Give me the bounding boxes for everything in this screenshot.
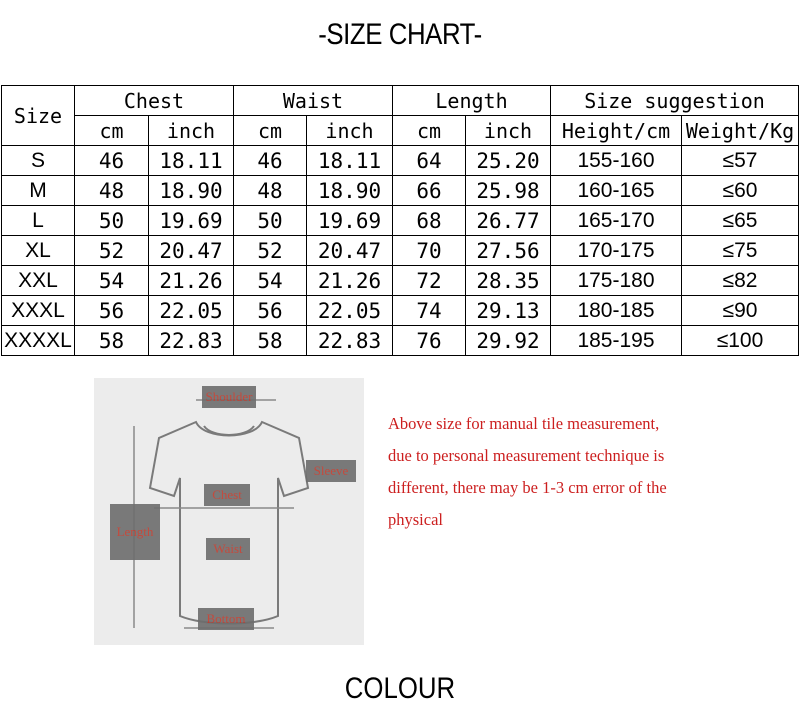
table-cell: 66 bbox=[393, 176, 466, 206]
table-cell: 21.26 bbox=[307, 266, 393, 296]
table-cell: 76 bbox=[393, 326, 466, 356]
subheader: inch bbox=[307, 116, 393, 146]
size-chart-table bbox=[1, 85, 799, 356]
table-cell: 52 bbox=[75, 236, 149, 266]
header-row-units bbox=[2, 116, 799, 146]
size-cell: XXL bbox=[2, 266, 75, 296]
size-cell: M bbox=[2, 176, 75, 206]
chest-header: Chest bbox=[75, 86, 234, 116]
table-cell: 21.26 bbox=[149, 266, 234, 296]
table-cell: 185-195 bbox=[551, 326, 682, 356]
size-cell: XL bbox=[2, 236, 75, 266]
table-cell: 58 bbox=[75, 326, 149, 356]
table-cell: 18.90 bbox=[149, 176, 234, 206]
table-cell: 22.83 bbox=[149, 326, 234, 356]
subheader: inch bbox=[466, 116, 551, 146]
table-cell: 54 bbox=[75, 266, 149, 296]
subheader: cm bbox=[75, 116, 149, 146]
size-header: Size bbox=[2, 86, 75, 146]
size-cell: S bbox=[2, 146, 75, 176]
table-cell: 52 bbox=[234, 236, 307, 266]
table-cell: 25.20 bbox=[466, 146, 551, 176]
table-cell: 175-180 bbox=[551, 266, 682, 296]
table-cell: ≤65 bbox=[682, 206, 799, 236]
table-cell: 58 bbox=[234, 326, 307, 356]
table-cell: 64 bbox=[393, 146, 466, 176]
table-cell: 20.47 bbox=[307, 236, 393, 266]
size-cell: XXXXL bbox=[2, 326, 75, 356]
note-line: due to personal measurement technique is bbox=[388, 446, 665, 465]
table-cell: 20.47 bbox=[149, 236, 234, 266]
tshirt-measurement-diagram bbox=[94, 378, 364, 645]
waist-label: Waist bbox=[206, 538, 250, 560]
table-cell: 72 bbox=[393, 266, 466, 296]
table-cell: 29.13 bbox=[466, 296, 551, 326]
length-header: Length bbox=[393, 86, 551, 116]
table-row bbox=[2, 296, 799, 326]
table-cell: 18.11 bbox=[307, 146, 393, 176]
table-cell: 165-170 bbox=[551, 206, 682, 236]
subheader: cm bbox=[393, 116, 466, 146]
table-row bbox=[2, 146, 799, 176]
table-cell: 22.05 bbox=[307, 296, 393, 326]
table-cell: 29.92 bbox=[466, 326, 551, 356]
size-cell: L bbox=[2, 206, 75, 236]
size-suggestion-header: Size suggestion bbox=[551, 86, 799, 116]
measurement-note bbox=[388, 408, 708, 536]
subheader: inch bbox=[149, 116, 234, 146]
table-row bbox=[2, 176, 799, 206]
waist-header: Waist bbox=[234, 86, 393, 116]
table-cell: 155-160 bbox=[551, 146, 682, 176]
table-cell: 56 bbox=[234, 296, 307, 326]
shoulder-label: Shoulder bbox=[202, 386, 256, 408]
colour-heading: COLOUR bbox=[344, 672, 456, 705]
subheader: Weight/Kg bbox=[682, 116, 799, 146]
chest-label: Chest bbox=[204, 484, 250, 506]
size-cell: XXXL bbox=[2, 296, 75, 326]
table-cell: 28.35 bbox=[466, 266, 551, 296]
table-cell: 19.69 bbox=[307, 206, 393, 236]
table-cell: 50 bbox=[75, 206, 149, 236]
table-cell: 22.83 bbox=[307, 326, 393, 356]
page-title: -SIZE CHART- bbox=[318, 18, 482, 51]
table-cell: 170-175 bbox=[551, 236, 682, 266]
table-row bbox=[2, 236, 799, 266]
table-cell: 74 bbox=[393, 296, 466, 326]
table-cell: 46 bbox=[234, 146, 307, 176]
table-cell: 48 bbox=[75, 176, 149, 206]
table-cell: 19.69 bbox=[149, 206, 234, 236]
subheader: cm bbox=[234, 116, 307, 146]
table-cell: ≤82 bbox=[682, 266, 799, 296]
table-cell: 56 bbox=[75, 296, 149, 326]
sleeve-label: Sleeve bbox=[306, 460, 356, 482]
table-cell: 48 bbox=[234, 176, 307, 206]
table-cell: ≤57 bbox=[682, 146, 799, 176]
table-cell: 22.05 bbox=[149, 296, 234, 326]
table-cell: 18.11 bbox=[149, 146, 234, 176]
table-cell: 46 bbox=[75, 146, 149, 176]
table-cell: 18.90 bbox=[307, 176, 393, 206]
table-cell: ≤100 bbox=[682, 326, 799, 356]
table-cell: 27.56 bbox=[466, 236, 551, 266]
table-cell: ≤75 bbox=[682, 236, 799, 266]
table-cell: 180-185 bbox=[551, 296, 682, 326]
table-cell: 54 bbox=[234, 266, 307, 296]
table-row bbox=[2, 326, 799, 356]
table-cell: ≤60 bbox=[682, 176, 799, 206]
table-cell: 50 bbox=[234, 206, 307, 236]
bottom-label: Bottom bbox=[198, 608, 254, 630]
table-cell: 25.98 bbox=[466, 176, 551, 206]
note-line: physical bbox=[388, 510, 443, 529]
table-cell: 70 bbox=[393, 236, 466, 266]
length-label: Length bbox=[110, 504, 160, 560]
note-line: different, there may be 1-3 cm error of the bbox=[388, 478, 667, 497]
subheader: Height/cm bbox=[551, 116, 682, 146]
table-row bbox=[2, 266, 799, 296]
header-row-groups bbox=[2, 86, 799, 116]
table-cell: 160-165 bbox=[551, 176, 682, 206]
table-row bbox=[2, 206, 799, 236]
note-line: Above size for manual tile measurement, bbox=[388, 414, 660, 433]
table-cell: 26.77 bbox=[466, 206, 551, 236]
table-cell: 68 bbox=[393, 206, 466, 236]
table-cell: ≤90 bbox=[682, 296, 799, 326]
